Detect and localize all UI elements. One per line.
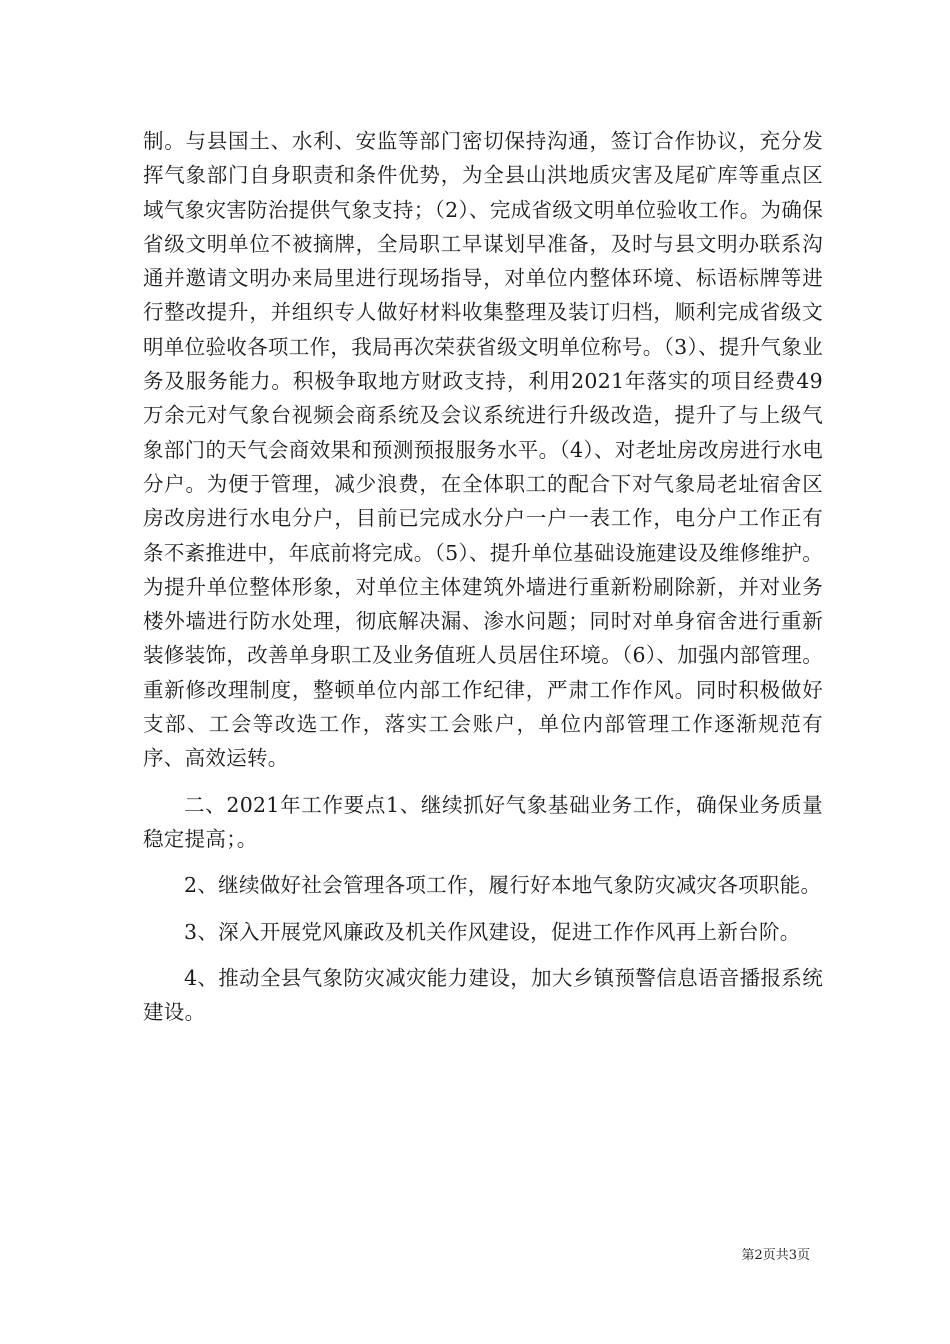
paragraph-item-3: 3、深入开展党风廉政及机关作风建设，促进工作作风再上新台阶。 [184, 919, 801, 944]
paragraph-continuation: 制。与县国土、水利、安监等部门密切保持沟通，签订合作协议，充分发挥气象部门自身职责和条件优势，为全县山洪地质灾害及尾矿库等重点区域气象灾害防治提供气象支持；（2）、完成省级文明单位验收工作。为确保省级文明单位不被摘牌，全局职工早谋划早准备，及时与县文明办联系沟通并邀请文明办来局里进行现场指导，对单位内整体环境、标语标牌等进行整改提升，并组织专人做好材料收集整理及装订归档，顺利完成省级文明单位验收各项工作，我局再次荣获省级文明单位称号。（3）、提升气象业务及服务能力。积极争取地方财政支持，利用2021年落实的项目经费49万余元对气象台视频会商系统及会议系统进行升级改造，提升了与上级气象部门的天气会商效果和预测预报服务水平。（4）、对老址房改房进行水电分户。为便于管理，减少浪费，在全体职工的配合下对气象局老址宿舍区房改房进行水电分户，目前已完成水分户一户一表工作，电分户工作正有条不紊推进中，年底前将完成。（5）、提升单位基础设施建设及维修维护。为提升单位整体形象，对单位主体建筑外墙进行重新粉刷除新，并对业务楼外墙进行防水处理，彻底解决漏、渗水问题；同时对单身宿舍进行重新装修装饰，改善单身职工及业务值班人员居住环境。（6）、加强内部管理。重新修改理制度，整顿单位内部工作纪律，严肃工作作风。同时积极做好支部、工会等改选工作，落实工会账户，单位内部管理工作逐渐规范有序、高效运转。 [143, 129, 823, 771]
document-body [143, 124, 823, 1041]
paragraph-item-4: 4、推动全县气象防灾减灾能力建设，加大乡镇预警信息语音播报系统建设。 [143, 965, 823, 1025]
paragraph-item-2: 2、继续做好社会管理各项工作，履行好本地气象防灾减灾各项职能。 [184, 873, 822, 898]
page-number: 第2页共3页 [741, 1248, 810, 1263]
paragraph-work-plan: 二、2021年工作要点1、继续抓好气象基础业务工作，确保业务质量稳定提高；。 [143, 792, 823, 851]
